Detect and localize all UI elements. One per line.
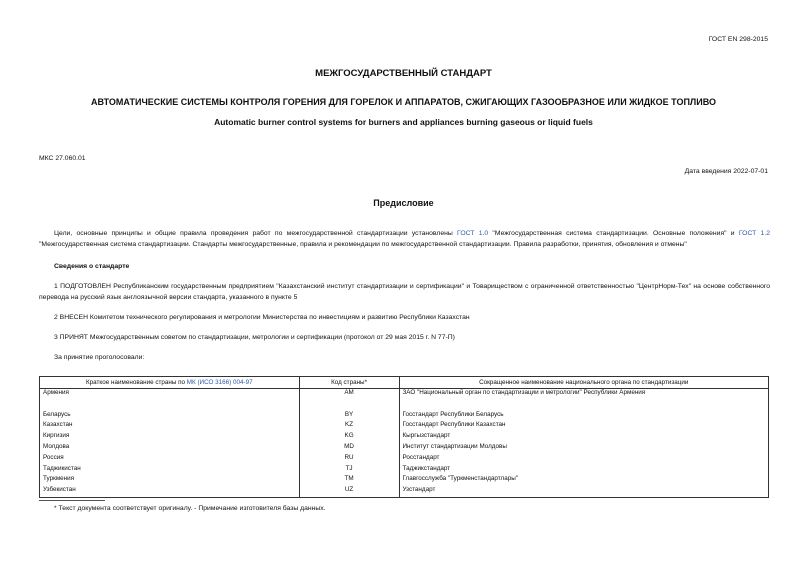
- mk-iso-link[interactable]: МК (ИСО 3166) 004-97: [186, 379, 253, 386]
- info-heading: Сведения о стандарте: [54, 263, 130, 270]
- table-row: Молдова MD Институт стандартизации Молдовы: [40, 443, 769, 454]
- table-row: Армения AM ЗАО "Национальный орган по стандартизации и метрологии" Республики Армения: [40, 389, 769, 400]
- standard-label: МЕЖГОСУДАРСТВЕННЫЙ СТАНДАРТ: [315, 68, 492, 79]
- table-row: Туркмения TM Главгосслужба "Туркменстандартлары": [40, 475, 769, 486]
- item-3: 3 ПРИНЯТ Межгосударственным советом по стандартизации, метрологии и сертификации (протокол от 29 мая 2015 г. N 77-П): [54, 334, 455, 341]
- p1-text-c: "Межгосударственная система стандартизации. Стандарты межгосударственные, правила и рекомендации по межгосударственной стандартизации. Правила разработки, принятия, обновления и отмены": [39, 240, 687, 248]
- p1-text-a: Цели, основные принципы и общие правила проведения работ по межгосударственной стандартизации установлены: [54, 230, 458, 237]
- voting-table: [39, 376, 769, 498]
- header-body: Сокращенное наименование национального органа по стандартизации: [399, 377, 769, 389]
- item-2: 2 ВНЕСЕН Комитетом технического регулирования и метрологии Министерства по инвестициям и развитию Республики Казахстан: [54, 314, 470, 321]
- p1-text-b: "Межгосударственная система стандартизации. Основные положения" и: [488, 230, 739, 237]
- table-row: Россия RU Росстандарт: [40, 454, 769, 465]
- voted-label: За принятие проголосовали:: [54, 354, 145, 361]
- table-row: [40, 400, 769, 411]
- title-english: Automatic burner control systems for burners and appliances burning gaseous or liquid fuels: [214, 117, 593, 127]
- table-header-row: [40, 377, 769, 389]
- gost-1-2-link[interactable]: ГОСТ 1.2: [738, 230, 770, 237]
- table-row: Киргизия KG Кыргызстандарт: [40, 432, 769, 443]
- preface-heading: Предисловие: [373, 198, 434, 208]
- table-row: Узбекистан UZ Узстандарт: [40, 486, 769, 497]
- document-code: ГОСТ EN 298-2015: [708, 36, 768, 43]
- table-row: Беларусь BY Госстандарт Республики Беларусь: [40, 411, 769, 422]
- footnote-divider: [39, 500, 105, 501]
- title-russian: АВТОМАТИЧЕСКИЕ СИСТЕМЫ КОНТРОЛЯ ГОРЕНИЯ ДЛЯ ГОРЕЛОК И АППАРАТОВ, СЖИГАЮЩИХ ГАЗООБРАЗНОЕ ИЛИ ЖИДКОЕ ТОПЛИВО: [91, 97, 716, 107]
- intro-date: Дата введения 2022-07-01: [684, 168, 768, 175]
- gost-1-0-link[interactable]: ГОСТ 1.0: [457, 230, 489, 237]
- table-row: Таджикистан TJ Таджикстандарт: [40, 465, 769, 476]
- header-code: Код страны*: [299, 377, 399, 389]
- preface-paragraph: [39, 229, 770, 250]
- mks-code: МКС 27.060.01: [39, 155, 86, 162]
- table-row: Казахстан KZ Госстандарт Республики Казахстан: [40, 421, 769, 432]
- item-1: 1 ПОДГОТОВЛЕН Республиканским государственным предприятием "Казахстанский институт стандартизации и сертификации" и Товариществом с ограниченной ответственностью "ЦентрНорм-Тех" на основе собственного перевода на русский язык англоязычной версии стандарта, указанного в пункте 5: [39, 283, 770, 301]
- header-country: Краткое наименование страны по МК (ИСО 3166) 004-97: [40, 377, 300, 389]
- footnote: * Текст документа соответствует оригиналу. - Примечание изготовителя базы данных.: [54, 505, 326, 512]
